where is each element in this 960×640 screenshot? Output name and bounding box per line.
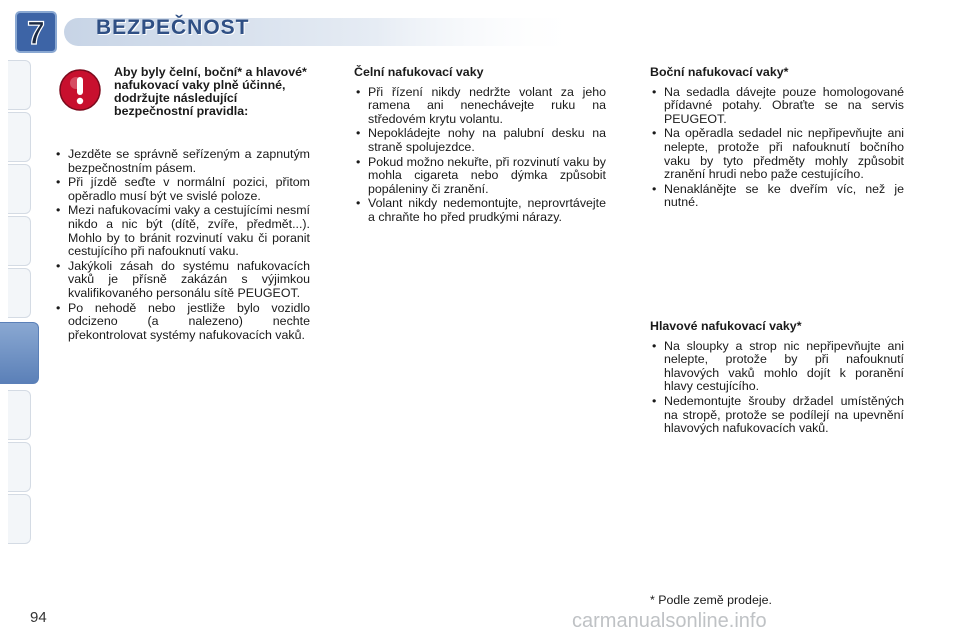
chapter-tab[interactable] xyxy=(8,112,31,162)
list-item: • Při jízdě seďte v normální pozici, přitom opěradlo musí být ve svislé poloze. xyxy=(54,176,310,203)
page-number: 94 xyxy=(30,609,47,626)
list-item: • Nedemontujte šrouby držadel umístěných na stropě, protože se podílejí na upevnění hlavových nafukovacích vaků. xyxy=(650,395,904,436)
footnote: * Podle země prodeje. xyxy=(650,593,772,607)
exclamation-icon xyxy=(58,68,102,112)
chapter-tab[interactable] xyxy=(8,442,31,492)
chapter-badge xyxy=(14,10,58,54)
front-airbags-section xyxy=(354,66,606,226)
chapter-tab[interactable] xyxy=(8,216,31,266)
list-item: • Při řízení nikdy nedržte volant za jeho ramena ani nenechávejte ruku na středovém krytu volantu. xyxy=(354,86,606,127)
list-item: • Nenaklánějte se ke dveřím víc, než je nutné. xyxy=(650,183,904,210)
chapter-number: 7 xyxy=(27,15,45,51)
page-title: BEZPEČNOST xyxy=(96,16,250,39)
list-item: • Jezděte se správně seřízeným a zapnutým bezpečnostním pásem. xyxy=(54,148,310,175)
list-item: • Nepokládejte nohy na palubní desku na straně spolujezdce. xyxy=(354,127,606,154)
safety-rules-column xyxy=(54,66,310,343)
chapter-tab[interactable] xyxy=(8,60,31,110)
section-heading: Boční nafukovací vaky* xyxy=(650,65,789,79)
curtain-airbags-list xyxy=(650,340,904,436)
list-item: • Na sedadla dávejte pouze homologované přídavné potahy. Obraťte se na servis PEUGEOT. xyxy=(650,86,904,127)
list-item: • Po nehodě nebo jestliže bylo vozidlo odcizeno (a nalezeno) nechte překontrolovat systémy nafukovacích vaků. xyxy=(54,302,310,343)
list-item: • Mezi nafukovacími vaky a cestujícími nesmí nikdo a nic být (dítě, zvíře, předmět...). Mohlo by to bránit rozvinutí vaku či poranit cestujícího při nafouknutí vaku. xyxy=(54,204,310,258)
chapter-tab-active[interactable] xyxy=(0,322,39,384)
list-item: • Na opěradla sedadel nic nepřipevňujte ani nelepte, protože při nafouknutí bočního vaku by tyto předměty mohly způsobit zranění hrudi nebo paže cestujícího. xyxy=(650,127,904,181)
rules-list xyxy=(54,148,310,342)
curtain-airbags-section xyxy=(650,320,904,437)
chapter-tab[interactable] xyxy=(8,390,31,440)
warning-block xyxy=(54,66,310,148)
chapter-tab[interactable] xyxy=(8,268,31,318)
chapter-tab[interactable] xyxy=(8,494,31,544)
side-airbags-section xyxy=(650,66,904,211)
chapter-tabs xyxy=(0,60,34,580)
section-heading: Čelní nafukovací vaky xyxy=(354,65,484,79)
warning-title: Aby byly čelní, boční* a hlavové* nafukovací vaky plně účinné, dodržujte následující bezpečnostní pravidla: xyxy=(114,65,307,118)
section-heading: Hlavové nafukovací vaky* xyxy=(650,319,802,333)
list-item: • Na sloupky a strop nic nepřipevňujte ani nelepte, protože by při nafouknutí hlavových vaků mohlo dojít k poranění hlavy cestujícího. xyxy=(650,340,904,394)
front-airbags-list xyxy=(354,86,606,225)
chapter-tab[interactable] xyxy=(8,164,31,214)
list-item: • Pokud možno nekuřte, při rozvinutí vaku by mohla cigareta nebo dýmka způsobit popáleniny či zranění. xyxy=(354,156,606,197)
list-item: • Jakýkoli zásah do systému nafukovacích vaků je přísně zakázán s výjimkou kvalifikovaného personálu sítě PEUGEOT. xyxy=(54,260,310,301)
side-airbags-list xyxy=(650,86,904,210)
watermark: carmanualsonline.info xyxy=(572,610,767,632)
list-item: • Volant nikdy nedemontujte, neprovrtávejte a chraňte ho před prudkými nárazy. xyxy=(354,197,606,224)
